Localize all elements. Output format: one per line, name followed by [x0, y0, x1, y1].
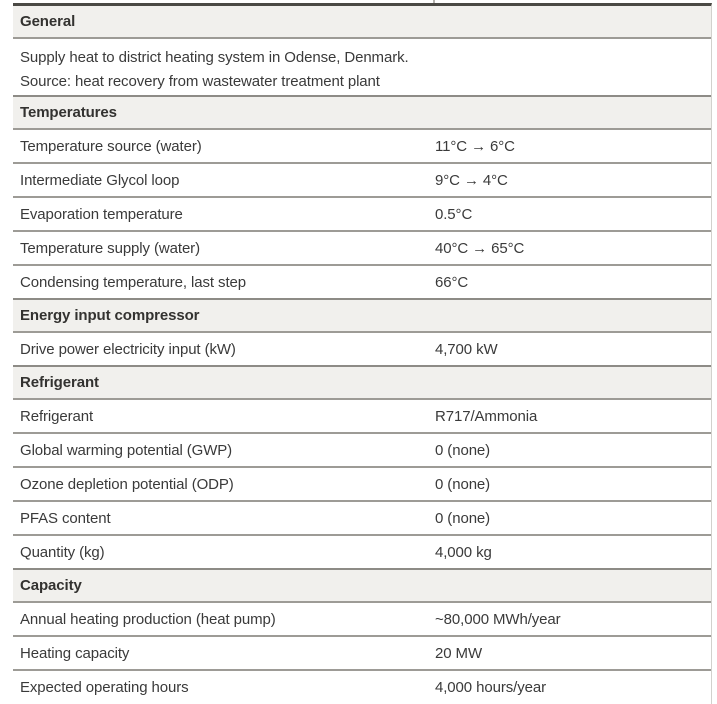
- row-value: R717/Ammonia: [435, 407, 538, 425]
- general-description: [13, 39, 711, 95]
- table-row-evaporation-temperature: [13, 196, 711, 230]
- section-header-general: [13, 6, 711, 39]
- table-row-condensing-temperature: [13, 264, 711, 298]
- energy-input-rows: [13, 333, 711, 365]
- row-value: 4,700 kW: [435, 340, 498, 358]
- table-row-heating-capacity: [13, 635, 711, 669]
- refrigerant-rows: [13, 400, 711, 568]
- section-header-refrigerant: [13, 365, 711, 400]
- row-label: Expected operating hours: [20, 679, 189, 696]
- row-label: Drive power electricity input (kW): [20, 340, 236, 358]
- table-row-odp: [13, 466, 711, 500]
- row-value: 4,000 hours/year: [435, 679, 546, 696]
- table-row-glycol-loop: [13, 162, 711, 196]
- row-value: 66°C: [435, 273, 469, 291]
- row-label: Global warming potential (GWP): [20, 441, 233, 459]
- row-label: Annual heating production (heat pump): [20, 610, 276, 628]
- table-row-pfas-content: [13, 500, 711, 534]
- row-value: 0 (none): [435, 475, 491, 493]
- table-row-refrigerant: [13, 400, 711, 432]
- section-title: Capacity: [20, 577, 82, 594]
- row-label: Condensing temperature, last step: [20, 273, 246, 291]
- table-row-expected-operating-hours: [13, 669, 711, 704]
- table-row-drive-power: [13, 333, 711, 365]
- table-row-annual-heating-production: [13, 603, 711, 635]
- row-value: 4,000 kg: [435, 543, 492, 561]
- row-label: Intermediate Glycol loop: [20, 171, 180, 189]
- table-row-temperature-supply: [13, 230, 711, 264]
- row-label: Temperature supply (water): [20, 239, 200, 257]
- row-label: Refrigerant: [20, 407, 94, 425]
- row-label: Heating capacity: [20, 644, 130, 662]
- description-line-2: Source: heat recovery from wastewater treatment plant: [20, 73, 380, 90]
- section-title: Temperatures: [20, 104, 117, 121]
- section-title: Energy input compressor: [20, 307, 200, 324]
- description-line-1: Supply heat to district heating system in Odense, Denmark.: [20, 49, 409, 66]
- section-title: General: [20, 13, 76, 30]
- row-label: Evaporation temperature: [20, 205, 183, 223]
- row-value: 0 (none): [435, 441, 491, 459]
- row-value: 0.5°C: [435, 205, 473, 223]
- table-row-quantity: [13, 534, 711, 568]
- section-header-temperatures: [13, 95, 711, 130]
- row-label: Ozone depletion potential (ODP): [20, 475, 234, 493]
- row-value: 40°C → 65°C: [435, 239, 525, 257]
- temperatures-rows: [13, 130, 711, 298]
- table-row-gwp: [13, 432, 711, 466]
- row-value: 0 (none): [435, 509, 491, 527]
- row-value: 11°C → 6°C: [435, 137, 515, 155]
- row-value: 9°C → 4°C: [435, 171, 508, 189]
- row-value: ~80,000 MWh/year: [435, 610, 561, 628]
- row-value: 20 MW: [435, 644, 483, 662]
- section-header-energy-input: [13, 298, 711, 333]
- row-label: PFAS content: [20, 509, 111, 527]
- table-row-temperature-source: [13, 130, 711, 162]
- section-title: Refrigerant: [20, 374, 99, 391]
- section-header-capacity: [13, 568, 711, 603]
- spec-table: [13, 3, 712, 704]
- capacity-rows: [13, 603, 711, 704]
- row-label: Quantity (kg): [20, 543, 105, 561]
- row-label: Temperature source (water): [20, 137, 202, 155]
